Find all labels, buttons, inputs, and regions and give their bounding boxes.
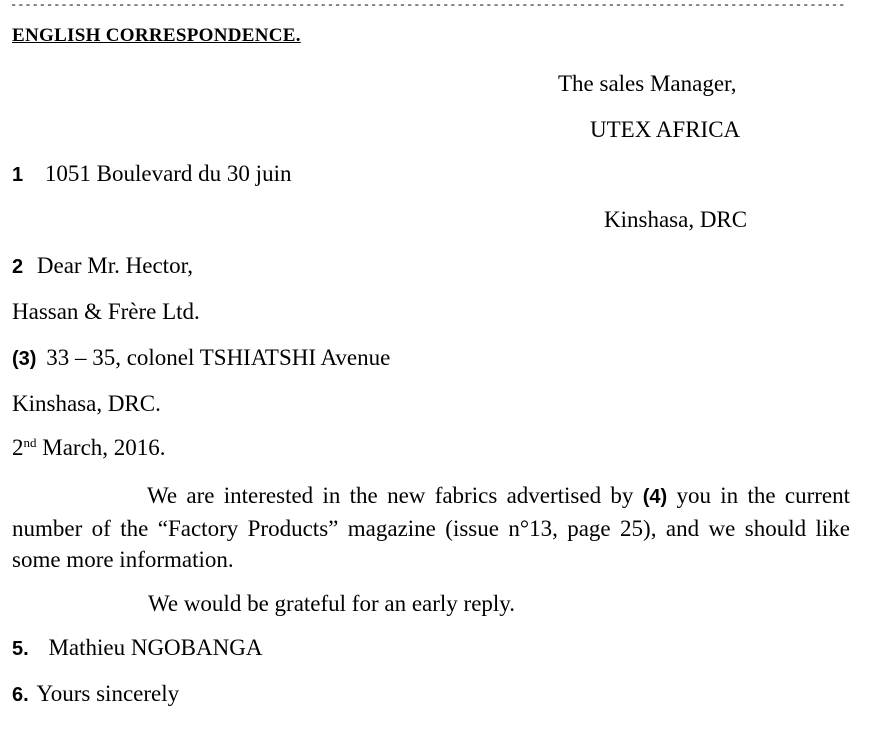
item-number-4: (4)	[642, 486, 668, 508]
date-suffix: nd	[23, 435, 37, 450]
body-paragraph-1-part-b: you in the current number of the “Factory Products” magazine (issue n°13, page 25), and we should like some more information.	[12, 483, 850, 572]
body-paragraph-2: We would be grateful for an early reply.	[148, 591, 516, 616]
date-day: 2	[12, 435, 24, 460]
item-number-3: (3)	[12, 348, 37, 370]
sender-company: Hassan & Frère Ltd.	[12, 299, 200, 324]
recipient-line-3: 1051 Boulevard du 30 juin	[44, 161, 292, 186]
signature-name: Mathieu NGOBANGA	[48, 635, 263, 660]
signature-row	[12, 636, 262, 659]
sender-address: 33 – 35, colonel TSHIATSHI Avenue	[46, 345, 391, 370]
item-number-5: 5.	[12, 638, 29, 660]
date-rest: March, 2016.	[36, 435, 166, 460]
salutation-row	[12, 254, 193, 277]
dashed-divider: --------------------------------------------------------------------------------------------------------------------	[10, 0, 846, 10]
page-heading: ENGLISH CORRESPONDENCE.	[12, 25, 301, 46]
closing-text: Yours sincerely	[36, 681, 180, 706]
body-paragraph-1-part-a: We are interested in the new fabrics advertised by	[147, 483, 643, 508]
recipient-line-1: The sales Manager,	[558, 71, 737, 96]
item-number-1: 1	[12, 164, 24, 186]
item-number-2: 2	[12, 256, 24, 278]
recipient-address-row	[12, 162, 291, 185]
body-paragraph-1	[12, 480, 850, 575]
recipient-line-4: Kinshasa, DRC	[604, 207, 748, 232]
recipient-line-2: UTEX AFRICA	[590, 117, 741, 142]
salutation-text: Dear Mr. Hector,	[36, 253, 194, 278]
closing-row	[12, 682, 179, 705]
item-number-6: 6.	[12, 684, 29, 706]
letter-date	[12, 436, 166, 459]
sender-address-row	[12, 346, 390, 369]
sender-city: Kinshasa, DRC.	[12, 391, 161, 416]
